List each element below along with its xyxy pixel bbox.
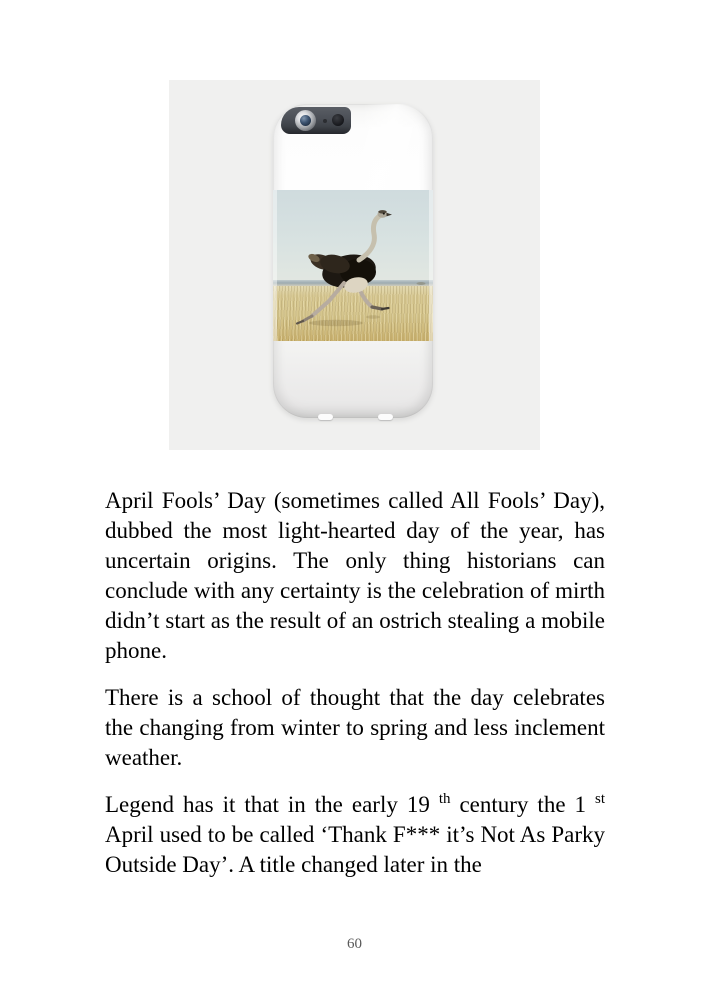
figure-frame: [169, 80, 540, 450]
paragraph-1: April Fools’ Day (sometimes called All Fools’ Day), dubbed the most light-hearted day of the year, has uncertain origins. The only thing historians can conclude with any certainty is the celebration of mirth didn’t start as the result of an ostrich stealing a mobile phone.: [105, 488, 605, 663]
case-wrap-edge-right: [429, 190, 433, 341]
page-number: 60: [347, 936, 362, 952]
phone-case: [273, 104, 433, 418]
case-cutout-notch: [378, 414, 393, 420]
flash-icon: [332, 114, 344, 126]
camera-bar: [281, 107, 351, 134]
case-cutout-notch: [318, 414, 333, 420]
paragraph-2: There is a school of thought that the day celebrates the changing from winter to spring and less inclement weather.: [105, 685, 605, 770]
paragraph-3: Legend has it that in the early 19 $^{th}$ century the 1 $^{st}$ April used to be called ‘Thank F*** it’s Not As Parky Outside Day’. A title changed later in the: [105, 791, 605, 877]
case-wrap-edge-left: [273, 190, 277, 341]
article-text: [105, 486, 605, 897]
camera-lens-glass: [300, 115, 311, 126]
ostrich-photo: [273, 190, 433, 341]
ostrich-illustration: [273, 190, 433, 341]
camera-lens-icon: [295, 110, 316, 131]
mic-icon: [323, 119, 327, 123]
